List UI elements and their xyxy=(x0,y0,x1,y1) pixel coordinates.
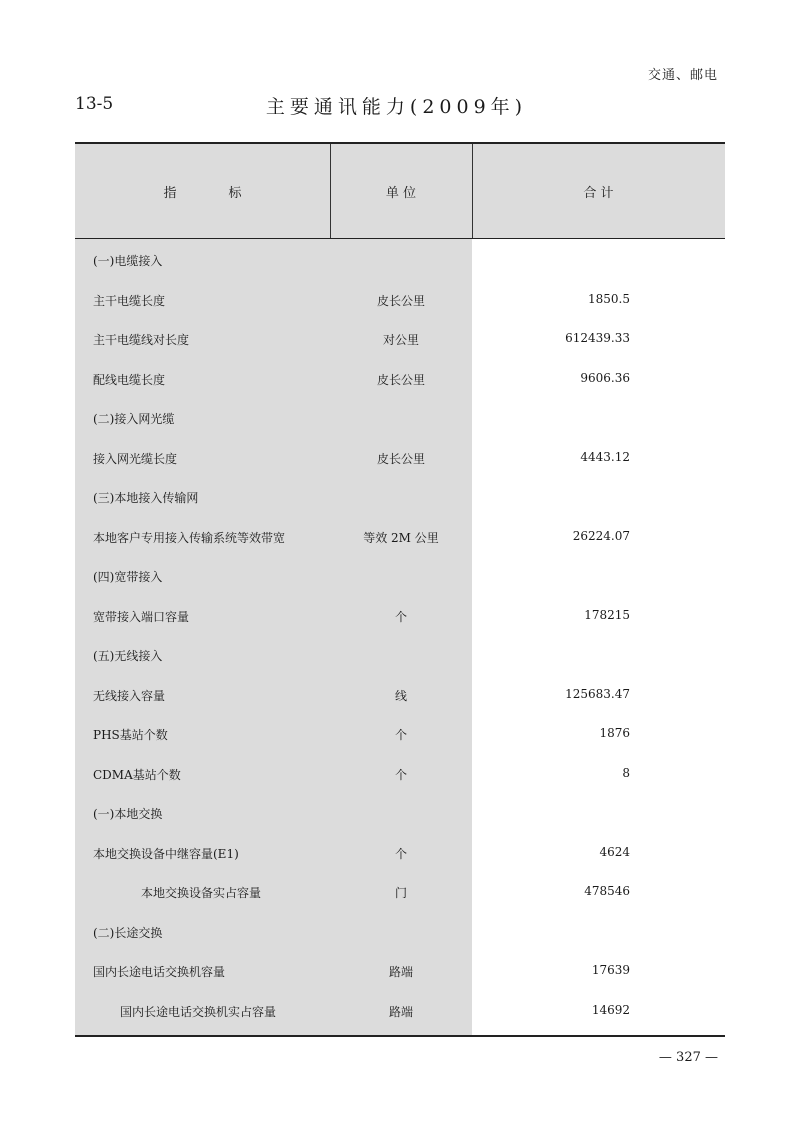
table-row xyxy=(75,924,725,944)
column-header-unit: 单 位 xyxy=(385,185,417,201)
indicator-label: (二)接入网光缆 xyxy=(93,412,175,426)
page-number: — 327 — xyxy=(658,1050,718,1065)
unit-cell: 等效 2M 公里 xyxy=(363,530,439,545)
table-row xyxy=(75,292,725,312)
table-number: 13-5 xyxy=(75,94,114,114)
column-header-total: 合 计 xyxy=(583,185,614,201)
table-row xyxy=(75,331,725,351)
unit-cell: 个 xyxy=(394,846,407,861)
table-row xyxy=(75,529,725,549)
table-bottom-rule xyxy=(75,1035,725,1037)
total-value-cell: 17639 xyxy=(591,963,630,977)
indicator-label: 国内长途电话交换机容量 xyxy=(93,965,226,979)
total-value-cell: 612439.33 xyxy=(565,331,630,345)
total-value-cell: 8 xyxy=(622,765,630,780)
table-row xyxy=(75,410,725,430)
indicator-label: (一)本地交换 xyxy=(93,807,163,821)
total-value-cell: 478546 xyxy=(584,884,630,898)
indicator-label: 配线电缆长度 xyxy=(93,372,166,387)
total-value-cell: 1850.5 xyxy=(588,291,630,306)
unit-cell: 皮长公里 xyxy=(376,372,425,387)
total-value-cell: 178215 xyxy=(584,607,630,622)
table-row xyxy=(75,608,725,628)
table-row xyxy=(75,252,725,272)
page-title: 主要通讯能力(2009年) xyxy=(265,96,528,118)
indicator-label: 宽带接入端口容量 xyxy=(93,609,190,624)
table-row xyxy=(75,845,725,865)
unit-cell: 皮长公里 xyxy=(376,451,425,466)
table-row xyxy=(75,766,725,786)
unit-cell: 门 xyxy=(394,886,407,900)
indicator-label: 主干电缆线对长度 xyxy=(93,333,190,347)
indicator-label: 本地客户专用接入传输系统等效带宽 xyxy=(93,530,286,545)
indicator-label: 本地交换设备中继容量(E1) xyxy=(93,846,239,861)
table-row xyxy=(75,371,725,391)
total-value-cell: 4443.12 xyxy=(580,449,630,464)
indicator-label: (五)无线接入 xyxy=(93,649,163,663)
indicator-label: 接入网光缆长度 xyxy=(93,451,178,466)
unit-cell: 个 xyxy=(394,728,407,742)
indicator-label: CDMA基站个数 xyxy=(93,767,181,782)
indicator-label: 主干电缆长度 xyxy=(93,293,166,308)
table-row xyxy=(75,687,725,707)
shaded-body-columns xyxy=(75,239,472,1035)
unit-cell: 路端 xyxy=(388,1004,413,1019)
unit-cell: 路端 xyxy=(388,965,413,979)
total-value-cell: 26224.07 xyxy=(572,528,630,543)
column-header-indicator: 指 标 xyxy=(163,185,242,201)
section-tag: 交通、邮电 xyxy=(647,68,718,83)
indicator-label: 无线接入容量 xyxy=(93,688,166,703)
table-row xyxy=(75,568,725,588)
table-row xyxy=(75,450,725,470)
unit-cell: 个 xyxy=(394,609,407,624)
unit-cell: 皮长公里 xyxy=(376,293,425,308)
total-value-cell: 14692 xyxy=(591,1002,630,1017)
indicator-label: PHS基站个数 xyxy=(93,728,168,742)
table-row xyxy=(75,647,725,667)
total-value-cell: 125683.47 xyxy=(565,686,630,701)
table-row xyxy=(75,884,725,904)
indicator-label: (一)电缆接入 xyxy=(93,254,163,268)
table-row xyxy=(75,805,725,825)
indicator-label: 本地交换设备实占容量 xyxy=(141,886,262,900)
total-value-cell: 9606.36 xyxy=(580,370,630,385)
total-value-cell: 4624 xyxy=(599,844,630,859)
indicator-label: (三)本地接入传输网 xyxy=(93,491,199,505)
indicator-label: 国内长途电话交换机实占容量 xyxy=(120,1004,277,1019)
indicator-label: (二)长途交换 xyxy=(93,925,163,940)
table-row xyxy=(75,963,725,983)
unit-cell: 对公里 xyxy=(382,333,419,347)
indicator-label: (四)宽带接入 xyxy=(93,570,163,584)
table-row xyxy=(75,726,725,746)
table-row xyxy=(75,1003,725,1023)
total-value-cell: 1876 xyxy=(599,726,630,740)
unit-cell: 个 xyxy=(394,767,407,782)
statistics-table xyxy=(75,142,725,1037)
unit-cell: 线 xyxy=(394,688,407,703)
table-row xyxy=(75,489,725,509)
